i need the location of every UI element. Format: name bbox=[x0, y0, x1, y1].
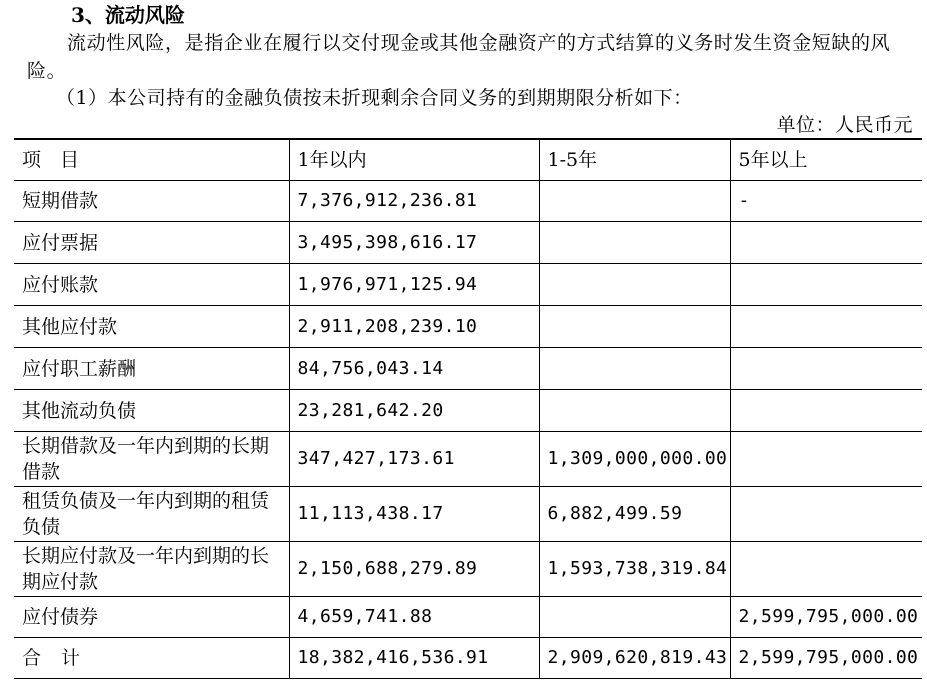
table-row bbox=[14, 348, 922, 390]
intro-text: （1）本公司持有的金融负债按未折现剩余合同义务的到期期限分析如下： bbox=[56, 87, 693, 109]
row-within-1y: 7,376,912,236.81 bbox=[289, 181, 539, 222]
table-row bbox=[14, 306, 922, 348]
row-within-1y: 11,113,438.17 bbox=[289, 487, 539, 542]
table-row bbox=[14, 181, 922, 222]
header-1-5y: 1-5年 bbox=[539, 139, 730, 181]
row-item: 应付票据 bbox=[14, 222, 289, 264]
row-over-5y bbox=[730, 348, 922, 390]
header-within-1y: 1年以内 bbox=[289, 139, 539, 181]
row-over-5y bbox=[730, 222, 922, 264]
total-1-5y: 2,909,620,819.43 bbox=[539, 638, 730, 679]
row-within-1y: 347,427,173.61 bbox=[289, 432, 539, 487]
total-label: 合计 bbox=[14, 638, 289, 679]
unit-label: 单位：人民币元 bbox=[776, 114, 913, 136]
maturity-table bbox=[14, 138, 922, 679]
table-row bbox=[14, 597, 922, 638]
table-row bbox=[14, 432, 922, 487]
row-within-1y: 2,150,688,279.89 bbox=[289, 542, 539, 597]
definition-paragraph: 流动性风险，是指企业在履行以交付现金或其他金融资产的方式结算的义务时发生资金短缺的风险。 bbox=[27, 32, 891, 82]
row-over-5y bbox=[730, 542, 922, 597]
section-title: 3、流动风险 bbox=[71, 3, 185, 27]
row-1-5y bbox=[539, 181, 730, 222]
row-over-5y bbox=[730, 390, 922, 432]
row-1-5y bbox=[539, 306, 730, 348]
row-within-1y: 3,495,398,616.17 bbox=[289, 222, 539, 264]
row-1-5y: 6,882,499.59 bbox=[539, 487, 730, 542]
row-over-5y: 2,599,795,000.00 bbox=[730, 597, 922, 638]
table-row bbox=[14, 487, 922, 542]
row-item: 应付职工薪酬 bbox=[14, 348, 289, 390]
row-item: 租赁负债及一年内到期的租赁负债 bbox=[14, 487, 289, 542]
table-row bbox=[14, 542, 922, 597]
row-within-1y: 23,281,642.20 bbox=[289, 390, 539, 432]
total-over-5y: 2,599,795,000.00 bbox=[730, 638, 922, 679]
row-within-1y: 4,659,741.88 bbox=[289, 597, 539, 638]
row-over-5y bbox=[730, 306, 922, 348]
row-item: 长期借款及一年内到期的长期借款 bbox=[14, 432, 289, 487]
row-over-5y bbox=[730, 432, 922, 487]
row-1-5y bbox=[539, 390, 730, 432]
table-row bbox=[14, 390, 922, 432]
row-over-5y bbox=[730, 487, 922, 542]
row-within-1y: 2,911,208,239.10 bbox=[289, 306, 539, 348]
row-item: 应付债券 bbox=[14, 597, 289, 638]
total-row bbox=[14, 638, 922, 679]
row-1-5y bbox=[539, 348, 730, 390]
row-1-5y: 1,309,000,000.00 bbox=[539, 432, 730, 487]
row-item: 其他应付款 bbox=[14, 306, 289, 348]
table-row bbox=[14, 222, 922, 264]
header-over-5y: 5年以上 bbox=[730, 139, 922, 181]
row-item: 应付账款 bbox=[14, 264, 289, 306]
row-over-5y: - bbox=[730, 181, 922, 222]
row-item: 长期应付款及一年内到期的长期应付款 bbox=[14, 542, 289, 597]
row-item: 短期借款 bbox=[14, 181, 289, 222]
table-header-row bbox=[14, 139, 922, 181]
row-within-1y: 84,756,043.14 bbox=[289, 348, 539, 390]
header-item: 项 目 bbox=[14, 139, 289, 181]
row-within-1y: 1,976,971,125.94 bbox=[289, 264, 539, 306]
total-within-1y: 18,382,416,536.91 bbox=[289, 638, 539, 679]
row-item: 其他流动负债 bbox=[14, 390, 289, 432]
row-1-5y bbox=[539, 222, 730, 264]
row-over-5y bbox=[730, 264, 922, 306]
table-row bbox=[14, 264, 922, 306]
row-1-5y: 1,593,738,319.84 bbox=[539, 542, 730, 597]
row-1-5y bbox=[539, 264, 730, 306]
row-1-5y bbox=[539, 597, 730, 638]
